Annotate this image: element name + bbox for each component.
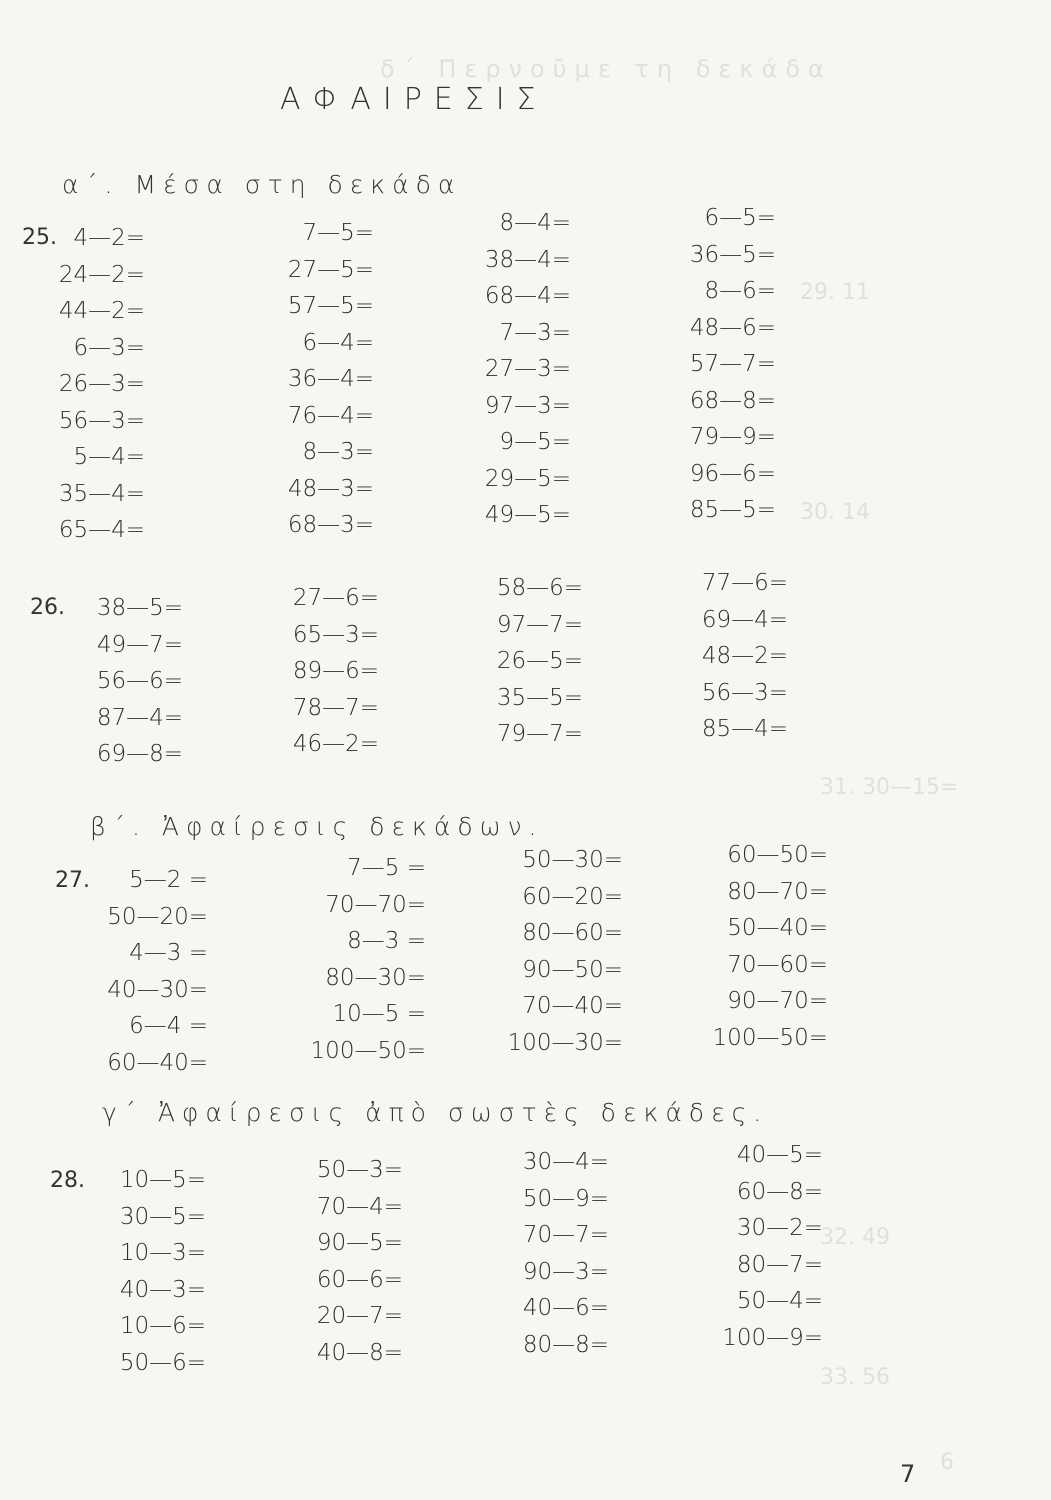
subtraction-problem: 80—70= <box>727 878 828 905</box>
bleed-through-text: 6 <box>940 1450 954 1475</box>
subtraction-problem: 69—4= <box>701 606 788 633</box>
bleed-through-text: 31. 30—15= <box>820 775 959 800</box>
exercise-number-27: 27. <box>55 868 90 893</box>
bleed-through-text: δ΄ Περνοῦμε τη δεκάδα <box>380 55 832 83</box>
subtraction-problem: 70—40= <box>522 993 623 1019</box>
exercise-27-column-4 <box>713 837 828 1056</box>
subtraction-problem: 80—7= <box>736 1251 823 1278</box>
subtraction-problem: 38—5= <box>96 595 183 621</box>
subtraction-problem: 29—5= <box>484 465 571 492</box>
subtraction-problem: 100—50= <box>310 1037 426 1064</box>
subtraction-problem: 40—3= <box>119 1276 206 1303</box>
section-heading-a: α΄. Μέσα στη δεκάδα <box>62 170 462 199</box>
subtraction-problem: 100—9= <box>722 1324 823 1351</box>
subtraction-problem: 100—30= <box>507 1029 623 1056</box>
exercise-25-column-2 <box>288 215 374 544</box>
subtraction-problem: 80—8= <box>522 1331 609 1358</box>
section-heading-b: β΄. Ἀφαίρεσις δεκάδων. <box>90 812 544 841</box>
subtraction-problem: 89—6= <box>292 658 379 684</box>
page-title: ΑΦΑΙΡΕΣΙΣ <box>280 82 548 117</box>
subtraction-problem: 50—30= <box>522 847 623 873</box>
subtraction-problem: 90—70= <box>727 988 828 1014</box>
subtraction-problem: 35—4= <box>58 480 145 507</box>
subtraction-problem: 50—20= <box>107 903 208 930</box>
subtraction-problem: 49—5= <box>484 502 571 528</box>
exercise-26-column-1 <box>97 590 183 773</box>
subtraction-problem: 58—6= <box>496 575 583 601</box>
subtraction-problem: 76—4= <box>287 402 374 429</box>
exercise-28-column-2 <box>317 1152 403 1371</box>
subtraction-problem: 97—3= <box>484 392 571 419</box>
bleed-through-text: 33. 56 <box>820 1365 890 1390</box>
subtraction-problem: 30—4= <box>522 1149 609 1175</box>
exercise-number-25: 25. <box>22 225 57 250</box>
subtraction-problem: 78—7= <box>292 694 379 721</box>
subtraction-problem: 69—8= <box>96 741 183 767</box>
subtraction-problem: 5—4= <box>73 444 145 470</box>
subtraction-problem: 8—4= <box>499 210 571 236</box>
subtraction-problem: 90—50= <box>522 956 623 983</box>
subtraction-problem: 4—3 = <box>129 940 208 966</box>
exercise-number-26: 26. <box>30 595 65 620</box>
subtraction-problem: 60—40= <box>107 1049 208 1076</box>
subtraction-problem: 6—3= <box>73 334 145 361</box>
subtraction-problem: 56—6= <box>96 668 183 694</box>
exercise-25-column-3 <box>485 205 571 534</box>
exercise-28-column-4 <box>722 1137 823 1356</box>
subtraction-problem: 68—8= <box>689 387 776 414</box>
subtraction-problem: 79—7= <box>496 721 583 747</box>
subtraction-problem: 9—5= <box>499 429 571 455</box>
subtraction-problem: 100—50= <box>712 1024 828 1051</box>
subtraction-problem: 26—3= <box>58 371 145 397</box>
subtraction-problem: 20—7= <box>316 1303 403 1329</box>
subtraction-problem: 10—5= <box>119 1167 206 1193</box>
subtraction-problem: 48—6= <box>689 314 776 341</box>
subtraction-problem: 26—5= <box>496 648 583 674</box>
subtraction-problem: 90—5= <box>316 1230 403 1256</box>
subtraction-problem: 8—6= <box>704 278 776 304</box>
subtraction-problem: 6—4= <box>302 329 374 356</box>
page-number: 7 <box>900 1460 916 1488</box>
subtraction-problem: 80—60= <box>522 920 623 946</box>
subtraction-problem: 7—5 = <box>347 855 426 881</box>
exercise-25-column-4 <box>690 200 776 529</box>
subtraction-problem: 30—5= <box>119 1203 206 1230</box>
exercise-25-column-1 <box>59 220 145 549</box>
subtraction-problem: 70—7= <box>522 1222 609 1248</box>
subtraction-problem: 50—9= <box>522 1185 609 1212</box>
subtraction-problem: 30—2= <box>736 1215 823 1241</box>
subtraction-problem: 44—2= <box>58 298 145 324</box>
subtraction-problem: 96—6= <box>689 460 776 487</box>
subtraction-problem: 40—30= <box>107 976 208 1003</box>
subtraction-problem: 90—3= <box>522 1258 609 1285</box>
bleed-through-text: 32. 49 <box>820 1225 890 1250</box>
exercise-26-column-4 <box>702 565 788 748</box>
subtraction-problem: 35—5= <box>496 684 583 711</box>
subtraction-problem: 97—7= <box>496 611 583 638</box>
subtraction-problem: 10—6= <box>119 1313 206 1339</box>
subtraction-problem: 50—3= <box>316 1157 403 1183</box>
section-heading-c: γ΄ Ἀφαίρεσις ἀπὸ σωστὲς δεκάδες. <box>102 1098 769 1127</box>
subtraction-problem: 68—3= <box>287 512 374 538</box>
subtraction-problem: 48—3= <box>287 475 374 502</box>
subtraction-problem: 27—6= <box>292 585 379 611</box>
bleed-through-text: 29. 11 <box>800 280 870 305</box>
exercise-26-column-3 <box>497 570 583 753</box>
subtraction-problem: 60—6= <box>316 1266 403 1293</box>
subtraction-problem: 10—3= <box>119 1240 206 1266</box>
exercise-27-column-3 <box>508 842 623 1061</box>
exercise-28-column-3 <box>523 1144 609 1363</box>
exercise-28-column-1 <box>120 1162 206 1381</box>
subtraction-problem: 8—3 = <box>347 928 426 954</box>
subtraction-problem: 46—2= <box>292 731 379 757</box>
subtraction-problem: 87—4= <box>96 704 183 731</box>
subtraction-problem: 65—4= <box>58 517 145 543</box>
subtraction-problem: 48—2= <box>701 643 788 669</box>
subtraction-problem: 36—4= <box>287 366 374 392</box>
subtraction-problem: 60—8= <box>736 1178 823 1205</box>
subtraction-problem: 6—4 = <box>129 1013 208 1039</box>
subtraction-problem: 24—2= <box>58 261 145 288</box>
subtraction-problem: 60—20= <box>522 883 623 910</box>
exercise-27-column-2 <box>311 850 426 1069</box>
exercise-27-column-1 <box>107 862 208 1081</box>
subtraction-problem: 5—2 = <box>129 867 208 893</box>
subtraction-problem: 68—4= <box>484 283 571 309</box>
subtraction-problem: 7—5= <box>302 220 374 246</box>
subtraction-problem: 8—3= <box>302 439 374 465</box>
subtraction-problem: 27—3= <box>484 356 571 382</box>
subtraction-problem: 80—30= <box>325 964 426 991</box>
subtraction-problem: 50—6= <box>119 1349 206 1376</box>
subtraction-problem: 56—3= <box>701 679 788 706</box>
subtraction-problem: 70—70= <box>325 891 426 918</box>
subtraction-problem: 65—3= <box>292 621 379 648</box>
subtraction-problem: 40—5= <box>736 1142 823 1168</box>
subtraction-problem: 38—4= <box>484 246 571 273</box>
subtraction-problem: 50—4= <box>736 1288 823 1314</box>
subtraction-problem: 79—9= <box>689 424 776 450</box>
subtraction-problem: 70—60= <box>727 951 828 978</box>
subtraction-problem: 56—3= <box>58 407 145 434</box>
subtraction-problem: 6—5= <box>704 205 776 231</box>
subtraction-problem: 40—8= <box>316 1339 403 1366</box>
subtraction-problem: 40—6= <box>522 1295 609 1321</box>
subtraction-problem: 77—6= <box>701 570 788 596</box>
subtraction-problem: 70—4= <box>316 1193 403 1220</box>
subtraction-problem: 10—5 = <box>332 1001 426 1027</box>
exercise-number-28: 28. <box>50 1168 85 1193</box>
subtraction-problem: 85—4= <box>701 716 788 742</box>
exercise-26-column-2 <box>293 580 379 763</box>
subtraction-problem: 49—7= <box>96 631 183 658</box>
subtraction-problem: 4—2= <box>73 225 145 251</box>
subtraction-problem: 36—5= <box>689 241 776 268</box>
subtraction-problem: 7—3= <box>499 319 571 346</box>
subtraction-problem: 57—5= <box>287 293 374 319</box>
bleed-through-text: 30. 14 <box>800 500 870 525</box>
subtraction-problem: 60—50= <box>727 842 828 868</box>
subtraction-problem: 50—40= <box>727 915 828 941</box>
subtraction-problem: 27—5= <box>287 256 374 283</box>
subtraction-problem: 57—7= <box>689 351 776 377</box>
subtraction-problem: 85—5= <box>689 497 776 523</box>
